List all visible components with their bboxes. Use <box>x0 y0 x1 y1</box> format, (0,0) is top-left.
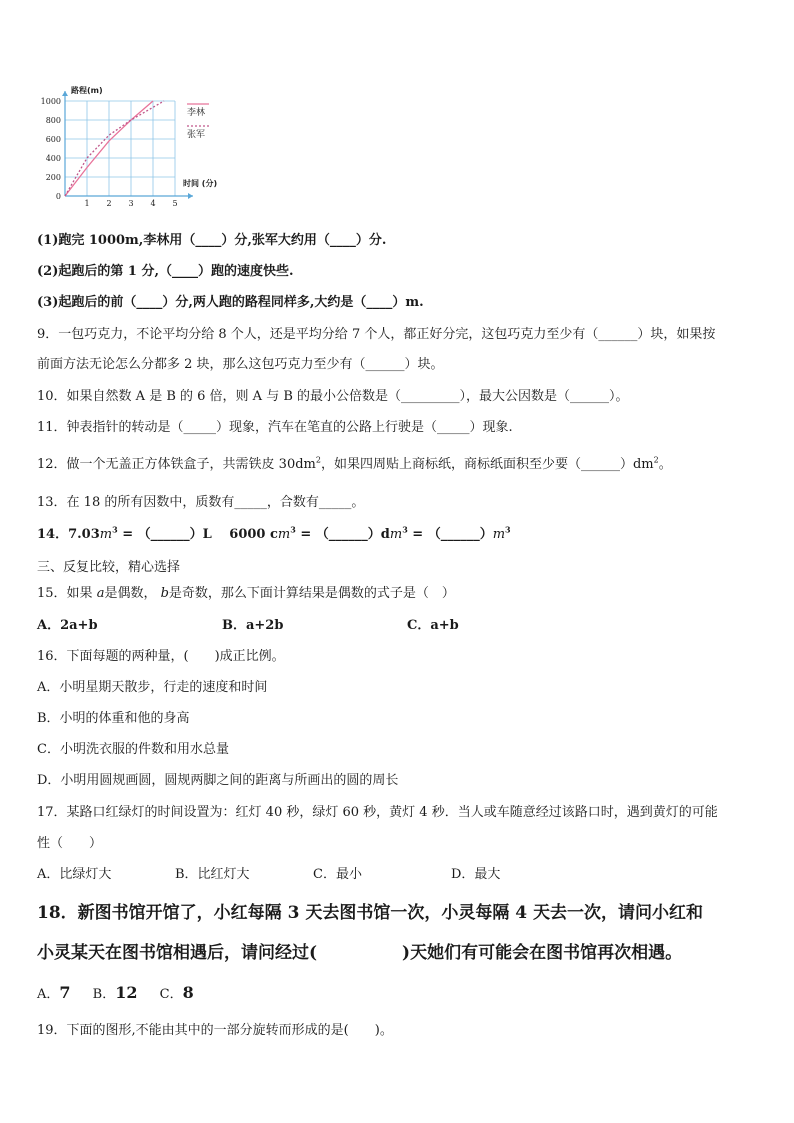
y-tick-label: 1000 <box>40 97 61 106</box>
q8-part3: (3)起跑后的前（____）分,两人跑的路程同样多,大约是（____）m. <box>37 295 424 310</box>
y-tick-label: 0 <box>55 192 61 201</box>
legend-label-2: 张军 <box>187 130 206 140</box>
q9-line1: 9．一包巧克力，不论平均分给 8 个人，还是平均分给 7 个人，都正好分完，这包巧克力至少有（______）块，如果按 <box>37 327 716 342</box>
y-axis-label: 路程(m) <box>71 86 103 95</box>
q14-unit-m1: m <box>99 527 113 542</box>
q12-text-b: ，如果四周贴上商标纸，商标纸面积至少要（______）dm <box>320 457 654 472</box>
y-tick-label: 400 <box>45 154 61 163</box>
q8-part1: (1)跑完 1000m,李林用（____）分,张军大约用（____）分. <box>37 233 387 248</box>
q18-line2: 小灵某天在图书馆相遇后，请问经过( )天她们有可能会在图书馆再次相遇。 <box>37 943 683 963</box>
x-tick-label: 5 <box>172 199 178 208</box>
q16-option-b: B．小明的体重和他的身高 <box>37 711 190 726</box>
q17-option-c: C．最小 <box>313 867 362 882</box>
q15 <box>37 582 455 601</box>
y-tick-label: 800 <box>45 116 61 125</box>
q13: 13．在 18 的所有因数中，质数有_____，合数有_____。 <box>37 495 365 510</box>
x-tick-label: 1 <box>84 199 90 208</box>
x-tick-label: 4 <box>150 199 156 208</box>
y-tick-label: 200 <box>45 173 61 182</box>
q18-option-c-value: 8 <box>182 983 194 1002</box>
q14-text-a: 14．7.03 <box>37 527 100 542</box>
q11: 11．钟表指针的转动是（_____）现象，汽车在笔直的公路上行驶是（_____）现象. <box>37 420 513 435</box>
q15-text-a: 15．如果 <box>37 586 97 601</box>
q18-option-a-value: 7 <box>59 983 71 1002</box>
q16-option-a: A．小明星期天散步，行走的速度和时间 <box>37 680 268 695</box>
q15-option-c: C．a+b <box>407 618 459 633</box>
x-tick-label: 3 <box>128 199 134 208</box>
y-axis-arrow <box>62 91 68 96</box>
q17-option-a: A．比绿灯大 <box>37 867 112 882</box>
legend-label-1: 李林 <box>187 108 206 118</box>
q17-option-b: B．比红灯大 <box>175 867 250 882</box>
q9-line2: 前面方法无论怎么分都多 2 块，那么这包巧克力至少有（______）块。 <box>37 357 444 372</box>
q12-sup-2: 2 <box>653 455 659 465</box>
q15-var-a: a <box>96 586 105 601</box>
q18-line1: 18．新图书馆开馆了，小红每隔 3 天去图书馆一次，小灵每隔 4 天去一次，请问小红和 <box>37 903 703 923</box>
q18-option-c-label: C． <box>159 987 183 1002</box>
q18-options <box>37 983 194 1002</box>
q14-sup-1: 3 <box>112 524 118 535</box>
q17-line1: 17．某路口红绿灯的时间设置为：红灯 40 秒，绿灯 60 秒，黄灯 4 秒．当人或车随意经过该路口时，遇到黄灯的可能 <box>37 805 718 820</box>
q18-option-b-label: B． <box>92 987 116 1002</box>
q14-text-c: = （______）d <box>295 527 390 542</box>
q12-text-c: 。 <box>658 457 672 472</box>
q14-sup-4: 3 <box>505 524 511 535</box>
q15-option-b: B．a+2b <box>222 618 284 633</box>
q14 <box>37 523 511 542</box>
q16: 16．下面每题的两种量，( )成正比例。 <box>37 649 285 664</box>
q15-option-a: A．2a+b <box>37 618 98 633</box>
q15-text-c: 是奇数，那么下面计算结果是偶数的式子是（ ） <box>168 586 455 601</box>
q16-option-d: D．小明用圆规画圆，圆规两脚之间的距离与所画出的圆的周长 <box>37 773 399 788</box>
q19: 19．下面的图形,不能由其中的一部分旋转而形成的是( )。 <box>37 1023 393 1038</box>
x-axis-label: 时间 (分) <box>183 179 218 188</box>
y-tick-label: 600 <box>45 135 61 144</box>
distance-time-chart <box>30 84 240 214</box>
x-axis-arrow <box>188 193 193 199</box>
series-line-2 <box>65 101 164 196</box>
line-chart-svg <box>30 84 240 214</box>
section-heading: 三、反复比较，精心选择 <box>37 560 181 575</box>
q14-text-b: = （______）L 6000 c <box>117 527 278 542</box>
x-tick-label: 2 <box>106 199 112 208</box>
q8-part2: (2)起跑后的第 1 分,（____）跑的速度快些. <box>37 264 294 279</box>
q18-option-a-label: A． <box>37 987 60 1002</box>
q16-option-c: C．小明洗衣服的件数和用水总量 <box>37 742 229 757</box>
q15-var-b: b <box>160 586 169 601</box>
q14-sup-2: 3 <box>290 524 296 535</box>
q15-text-b: 是偶数， <box>104 586 161 601</box>
q12-text-a: 12．做一个无盖正方体铁盒子，共需铁皮 30dm <box>37 457 316 472</box>
q14-unit-m4: m <box>492 527 506 542</box>
q18-option-b-value: 12 <box>115 983 138 1002</box>
q10: 10．如果自然数 A 是 B 的 6 倍，则 A 与 B 的最小公倍数是（_________），最大公因数是（______）。 <box>37 389 629 404</box>
q14-unit-m3: m <box>389 527 403 542</box>
q14-unit-m2: m <box>277 527 291 542</box>
q12 <box>37 453 672 472</box>
q17-option-d: D．最大 <box>451 867 501 882</box>
q14-sup-3: 3 <box>402 524 408 535</box>
q14-text-d: = （______） <box>407 527 493 542</box>
q12-sup-1: 2 <box>315 455 321 465</box>
q17-line2: 性（ ） <box>37 836 103 851</box>
